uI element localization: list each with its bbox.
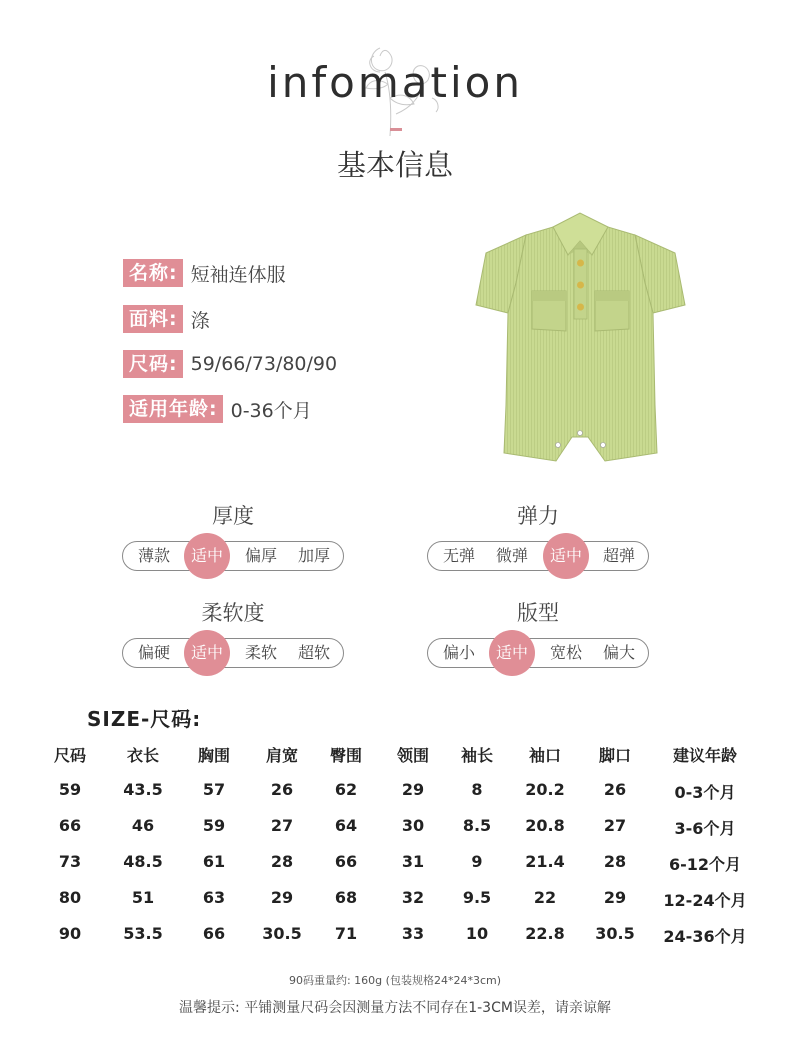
- scale-option: 宽松: [549, 643, 582, 662]
- table-cell: 27: [603, 816, 627, 835]
- measurement-tip: 温馨提示: 平铺测量尺码会因测量方法不同存在1-3CM误差，请亲谅解: [179, 1000, 611, 1016]
- table-cell: 32: [401, 888, 425, 907]
- table-cell: 3-6个月: [674, 819, 736, 838]
- table-cell: 43.5: [123, 780, 163, 799]
- scale-option: 偏小: [442, 643, 475, 662]
- table-cell: 90: [58, 924, 82, 943]
- table-cell: 30.5: [262, 924, 302, 943]
- table-cell: 48.5: [123, 852, 163, 871]
- scale-elasticity: [427, 541, 649, 571]
- scale-option: 柔软: [244, 643, 277, 662]
- table-header-cell: 建议年龄: [672, 746, 737, 765]
- table-cell: 30: [401, 816, 425, 835]
- table-cell: 10: [465, 924, 489, 943]
- scale-fit: [427, 638, 649, 668]
- scale-option: 超软: [297, 643, 330, 662]
- table-cell: 46: [131, 816, 155, 835]
- table-header-cell: 袖长: [460, 746, 493, 765]
- scale-option: 偏大: [602, 643, 635, 662]
- page-title-en: infomation: [267, 58, 523, 107]
- scale-title-fit: 版型: [517, 601, 559, 625]
- scale-softness: [122, 638, 344, 668]
- info-row-name: [123, 259, 286, 287]
- table-cell: 22.8: [525, 924, 565, 943]
- table-cell: 24-36个月: [663, 927, 747, 946]
- table-cell: 33: [401, 924, 425, 943]
- table-cell: 9.5: [462, 888, 492, 907]
- table-header-cell: 胸围: [197, 746, 230, 765]
- table-cell: 9: [471, 852, 483, 871]
- scale-title-softness: 柔软度: [201, 601, 265, 625]
- table-cell: 28: [270, 852, 294, 871]
- size-table-title: SIZE-尺码:: [87, 707, 202, 731]
- scale-option-selected: 适中: [549, 546, 582, 565]
- table-cell: 80: [58, 888, 82, 907]
- table-cell: 66: [334, 852, 358, 871]
- info-value: 59/66/73/80/90: [190, 353, 338, 375]
- scale-option: 偏厚: [244, 546, 277, 565]
- table-cell: 73: [58, 852, 82, 871]
- table-cell: 62: [334, 780, 358, 799]
- table-cell: 31: [401, 852, 425, 871]
- table-cell: 30.5: [595, 924, 635, 943]
- table-header-cell: 尺码: [53, 746, 86, 765]
- scale-option: 微弹: [495, 546, 528, 565]
- table-cell: 21.4: [525, 852, 565, 871]
- title-divider: [390, 128, 402, 131]
- info-row-size: [123, 350, 337, 378]
- scale-title-elasticity: 弹力: [517, 504, 559, 528]
- scale-option-selected: 适中: [495, 643, 528, 662]
- product-image-romper: [468, 205, 693, 470]
- scale-option: 薄款: [137, 546, 170, 565]
- table-cell: 51: [131, 888, 155, 907]
- table-header-cell: 脚口: [598, 746, 631, 765]
- table-cell: 8: [471, 780, 483, 799]
- table-cell: 20.2: [525, 780, 565, 799]
- scale-option-selected: 适中: [190, 546, 223, 565]
- info-label: 适用年龄:: [123, 395, 223, 423]
- info-row-age: [123, 395, 312, 423]
- scale-option: 无弹: [442, 546, 475, 565]
- table-cell: 20.8: [525, 816, 565, 835]
- weight-note: 90码重量约: 160g (包装规格24*24*3cm): [288, 974, 501, 987]
- table-cell: 53.5: [123, 924, 163, 943]
- table-header-cell: 臀围: [329, 746, 362, 765]
- table-cell: 59: [202, 816, 226, 835]
- table-cell: 63: [202, 888, 226, 907]
- table-header-cell: 领围: [396, 746, 429, 765]
- info-label: 名称:: [123, 259, 183, 287]
- table-cell: 8.5: [462, 816, 492, 835]
- table-cell: 0-3个月: [674, 783, 736, 802]
- table-header-cell: 衣长: [126, 746, 159, 765]
- table-cell: 29: [401, 780, 425, 799]
- table-header-cell: 袖口: [528, 746, 561, 765]
- table-cell: 57: [202, 780, 226, 799]
- table-cell: 28: [603, 852, 627, 871]
- info-label: 面料:: [123, 305, 183, 333]
- info-value: 涤: [190, 309, 210, 332]
- info-value: 0-36个月: [230, 399, 312, 422]
- table-cell: 59: [58, 780, 82, 799]
- table-cell: 66: [202, 924, 226, 943]
- scale-thickness: [122, 541, 344, 571]
- scale-option-selected: 适中: [190, 643, 223, 662]
- table-cell: 61: [202, 852, 226, 871]
- scale-title-thickness: 厚度: [212, 504, 254, 528]
- table-cell: 66: [58, 816, 82, 835]
- page-title-cn: 基本信息: [336, 148, 453, 182]
- table-cell: 26: [603, 780, 627, 799]
- table-cell: 26: [270, 780, 294, 799]
- info-row-fabric: [123, 305, 210, 333]
- scale-option: 偏硬: [137, 643, 170, 662]
- table-cell: 64: [334, 816, 358, 835]
- info-value: 短袖连体服: [190, 263, 286, 286]
- table-cell: 71: [334, 924, 358, 943]
- table-cell: 27: [270, 816, 294, 835]
- table-cell: 29: [270, 888, 294, 907]
- table-cell: 29: [603, 888, 627, 907]
- info-label: 尺码:: [123, 350, 183, 378]
- table-cell: 6-12个月: [668, 855, 742, 874]
- scale-option: 超弹: [602, 546, 635, 565]
- table-cell: 68: [334, 888, 358, 907]
- table-cell: 22: [533, 888, 557, 907]
- table-cell: 12-24个月: [663, 891, 747, 910]
- scale-option: 加厚: [297, 546, 330, 565]
- table-header-cell: 肩宽: [265, 746, 298, 765]
